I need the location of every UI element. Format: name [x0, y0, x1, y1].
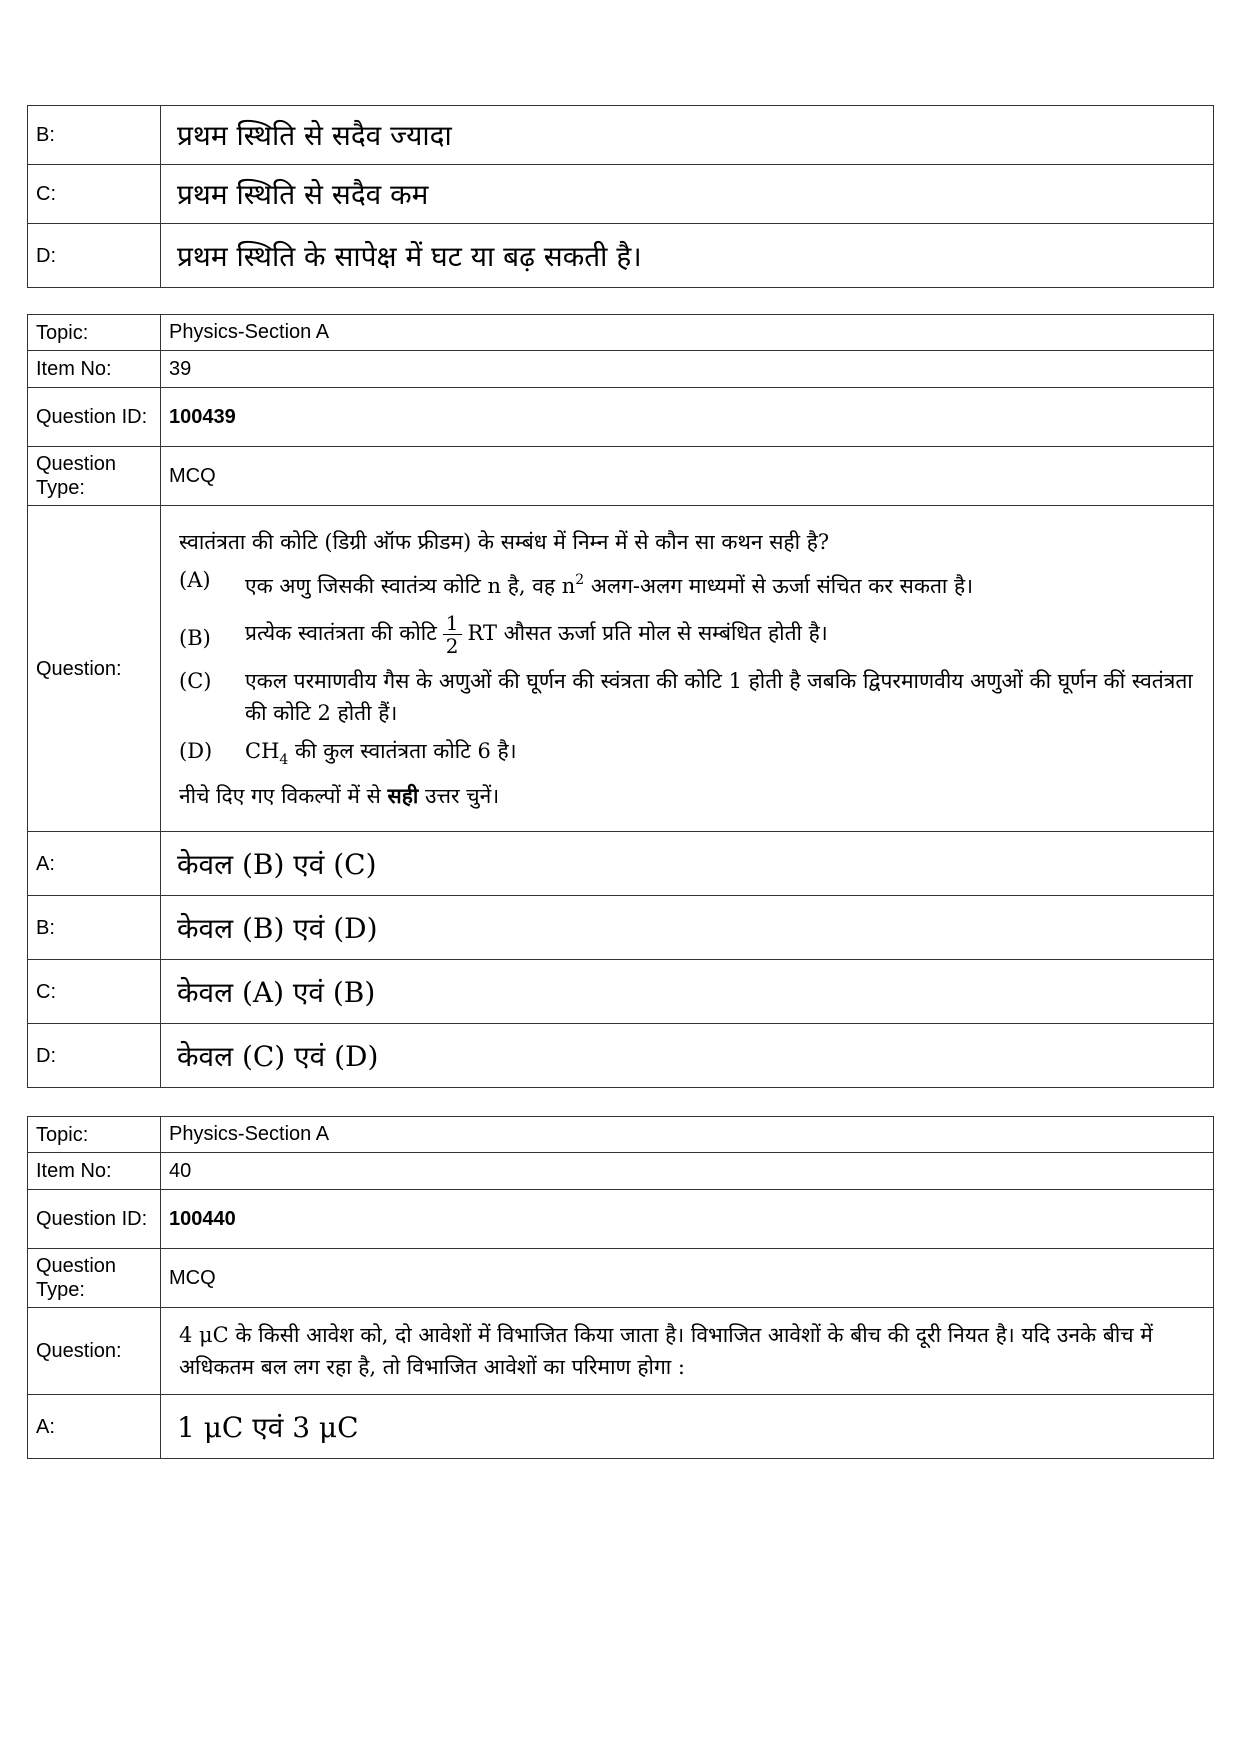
question-label: Question:	[28, 1308, 161, 1395]
qid-label: Question ID:	[28, 1190, 161, 1249]
qtype-label: Question Type:	[28, 1249, 161, 1308]
options-table-prev	[27, 105, 1214, 288]
qid-label: Question ID:	[28, 388, 161, 447]
option-label: D:	[28, 1024, 161, 1088]
option-text[interactable]: केवल (C) एवं (D)	[161, 1024, 1214, 1088]
fraction-half: $\frac{1}{2}$	[443, 612, 462, 657]
option-row-a	[28, 832, 1214, 896]
statement-text: एक अणु जिसकी स्वातंत्र्य कोटि n है, वह $n^2$ अलग-अलग माध्यमों से ऊर्जा संचित कर सकता है।	[245, 571, 974, 598]
question-body	[161, 1308, 1214, 1395]
statement-tag: (B)	[179, 625, 211, 650]
statement-tag: (D)	[179, 738, 213, 763]
statement-a	[169, 564, 1205, 602]
option-row-c	[28, 165, 1214, 224]
item-row	[28, 1153, 1214, 1190]
option-row-b	[28, 896, 1214, 960]
question-text: 4 μC के किसी आवेश को, दो आवेशों में विभाजित किया जाता है। विभाजित आवेशों के बीच की दूरी नियत है। यदि उनके बीच में अधिकतम बल लग रहा है, तो विभाजित आवेशों का परिमाण होगा :	[179, 1323, 1153, 1379]
option-row-d	[28, 1024, 1214, 1088]
statement-b	[169, 612, 1205, 657]
qtype-label: Question Type:	[28, 447, 161, 506]
statement-c	[169, 665, 1205, 729]
topic-value: Physics-Section A	[161, 1117, 1214, 1153]
option-label: A:	[28, 832, 161, 896]
option-row-c	[28, 960, 1214, 1024]
option-label: C:	[28, 165, 161, 224]
choose-instruction: नीचे दिए गए विकल्पों में से सही उत्तर चुनें।	[179, 782, 500, 808]
item-label: Item No:	[28, 351, 161, 388]
item-row	[28, 351, 1214, 388]
option-text[interactable]: केवल (B) एवं (D)	[161, 896, 1214, 960]
question-row	[28, 1308, 1214, 1395]
statement-tag: (A)	[179, 567, 211, 592]
topic-label: Topic:	[28, 315, 161, 351]
qtype-value: MCQ	[161, 447, 1214, 506]
qid-value: 100440	[161, 1190, 1214, 1249]
statement-tag: (C)	[179, 668, 212, 693]
item-value: 39	[161, 351, 1214, 388]
option-label: A:	[28, 1395, 161, 1459]
option-row-a	[28, 1395, 1214, 1459]
option-text[interactable]: प्रथम स्थिति के सापेक्ष में घट या बढ़ सकती है।	[161, 224, 1214, 288]
item-label: Item No:	[28, 1153, 161, 1190]
qtype-row	[28, 1249, 1214, 1308]
option-text[interactable]: 1 μC एवं 3 μC	[161, 1395, 1214, 1459]
option-text[interactable]: प्रथम स्थिति से सदैव कम	[161, 165, 1214, 224]
option-text[interactable]: केवल (B) एवं (C)	[161, 832, 1214, 896]
option-text[interactable]: प्रथम स्थिति से सदैव ज्यादा	[161, 106, 1214, 165]
option-label: D:	[28, 224, 161, 288]
option-label: B:	[28, 896, 161, 960]
item-value: 40	[161, 1153, 1214, 1190]
option-label: B:	[28, 106, 161, 165]
question-39-table	[27, 314, 1214, 1088]
question-row	[28, 506, 1214, 832]
statement-text: एकल परमाणवीय गैस के अणुओं की घूर्णन की स्वंत्रता की कोटि 1 होती है जबकि द्विपरमाणवीय अणुओं की घूर्णन कीं स्वतंत्रता की कोटि 2 होती हैं।	[245, 668, 1193, 725]
option-row-d	[28, 224, 1214, 288]
qtype-value: MCQ	[161, 1249, 1214, 1308]
statement-text: प्रत्येक स्वातंत्रता की कोटि $\frac{1}{2}$ RT औसत ऊर्जा प्रति मोल से सम्बंधित होती है।	[245, 610, 828, 658]
question-label: Question:	[28, 506, 161, 832]
option-row-b	[28, 106, 1214, 165]
qtype-row	[28, 447, 1214, 506]
qid-row	[28, 1190, 1214, 1249]
topic-value: Physics-Section A	[161, 315, 1214, 351]
option-text[interactable]: केवल (A) एवं (B)	[161, 960, 1214, 1024]
question-body	[161, 506, 1214, 832]
qid-value: 100439	[161, 388, 1214, 447]
qid-row	[28, 388, 1214, 447]
question-stem: स्वातंत्रता की कोटि (डिग्री ऑफ फ्रीडम) के सम्बंध में निम्न में से कौन सा कथन सही है?	[179, 529, 830, 554]
statement-d	[169, 735, 1205, 776]
topic-row	[28, 1117, 1214, 1153]
option-label: C:	[28, 960, 161, 1024]
topic-label: Topic:	[28, 1117, 161, 1153]
question-40-table	[27, 1116, 1214, 1459]
topic-row	[28, 315, 1214, 351]
statement-text: $CH_4$ की कुल स्वातंत्रता कोटि 6 है।	[245, 738, 517, 768]
